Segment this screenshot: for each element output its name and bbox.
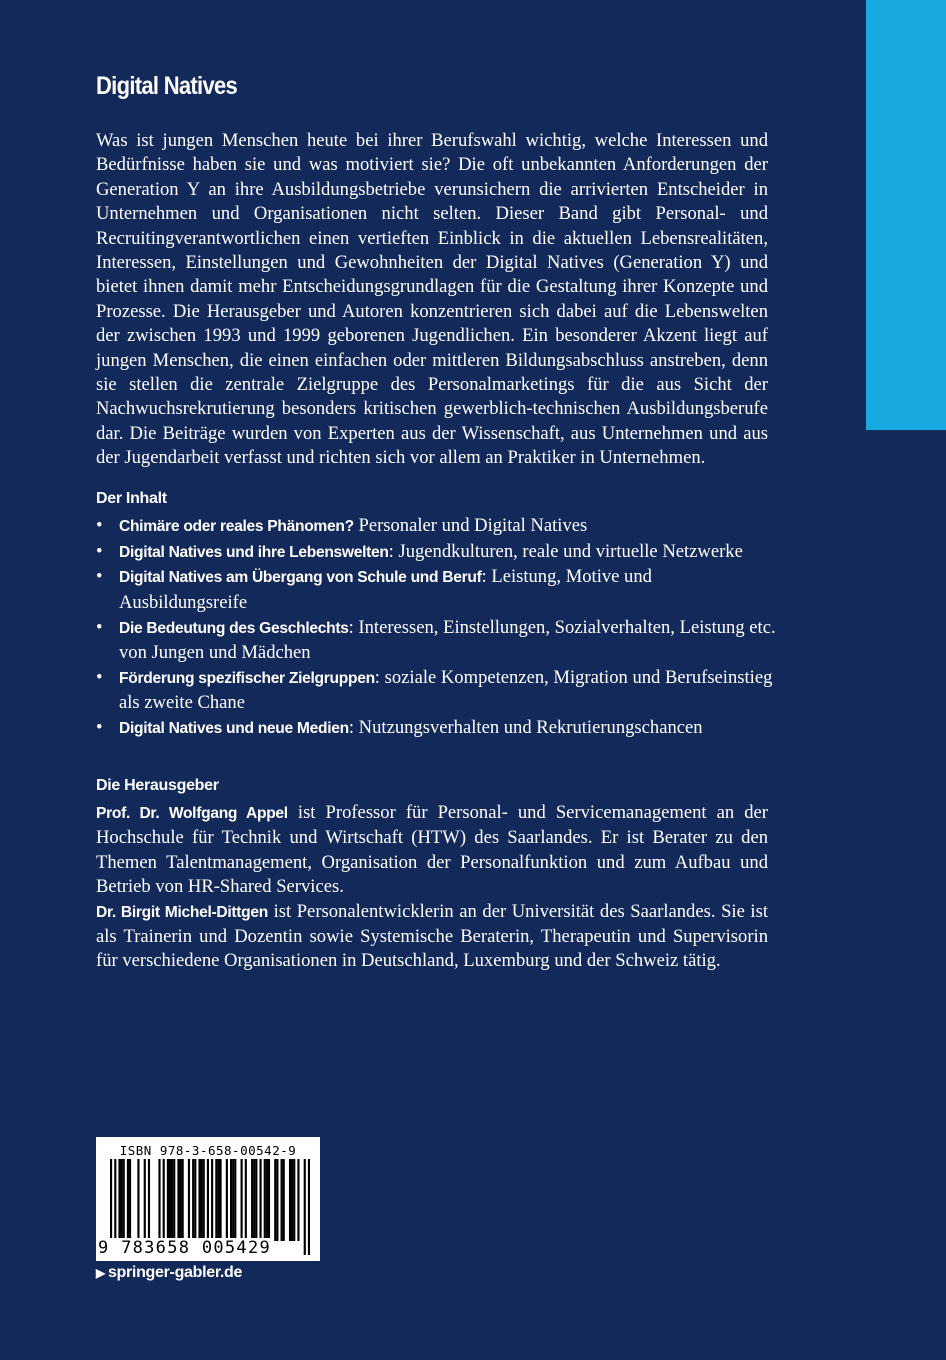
barcode-bar: [234, 1159, 236, 1241]
bullet-icon: •: [96, 515, 103, 536]
ean-digits: 9 783658 005429: [98, 1238, 272, 1258]
barcode-bar: [245, 1159, 247, 1241]
barcode-bar: [281, 1159, 283, 1241]
editor-name: Prof. Dr. Wolfgang Appel: [96, 805, 288, 822]
barcode-bar: [129, 1159, 131, 1241]
list-item-text: : Leistung, Motive und Ausbildungsreife: [119, 566, 652, 613]
barcode-bar: [203, 1159, 205, 1241]
barcode-bar: [291, 1159, 293, 1241]
book-description: Was ist jungen Menschen heute bei ihrer Berufswahl wichtig, welche Interessen und Bedürfnisse haben sie und was motiviert sie? Die oft unbekannten Anforderungen der Generation Y an ihre Ausbildungsbetriebe verunsichern die arrivierten Entscheider in Unternehmen und Organisationen nicht selten. Dieser Band gibt Personal- und Recruitingverantwortlichen einen vertieften Einblick in die aktuellen Lebensrealitäten, Interessen, Einstellungen und Gewohnheiten der Digital Natives (Generation Y) und bietet ihnen damit mehr Entscheidungsgrundlagen für die Gestaltung ihrer Konzepte und Prozesse. Die Herausgeber und Autoren konzentrieren sich dabei auf die Lebenswelten der zwischen 1993 und 1999 geborenen Jugendlichen. Ein besonderer Akzent liegt auf jungen Menschen, die einen einfachen oder mittleren Bildungsabschluss anstreben, denn sie stellen die zentrale Zielgruppe des Personalmarketings für die aus Sicht der Nachwuchsrekrutierung besonders kritischen gewerblich-technischen Ausbildungsberufe dar. Die Beiträge wurden von Experten aus der Wissenschaft, aus Unternehmen und aus der Jugendarbeit verfasst und richten sich vor allem an Praktiker in Unternehmen.: [96, 130, 768, 469]
list-item-text: Personaler und Digital Natives: [353, 515, 588, 536]
bullet-icon: •: [96, 616, 103, 638]
publisher-link[interactable]: [96, 1264, 242, 1282]
barcode-bar: [167, 1159, 169, 1241]
barcode-bar: [217, 1159, 219, 1241]
publisher-url: springer-gabler.de: [107, 1264, 243, 1281]
barcode-bar: [201, 1159, 203, 1241]
barcode-bar: [171, 1159, 173, 1241]
barcode-bar: [289, 1159, 291, 1241]
isbn-text: ISBN 978-3-658-00542-9: [119, 1143, 297, 1158]
list-item: [96, 565, 776, 615]
list-item-text: : Interessen, Einstellungen, Sozialverhalten, Leistung etc. von Jungen und Mädchen: [119, 616, 776, 663]
isbn-barcode: [96, 1137, 320, 1261]
editor-text: ist Professor für Personal- und Servicemanagement an der Hochschule für Technik und Wirtschaft (HTW) des Saarlandes. Er ist Berater zu den Themen Talentmanagement, Organisation der Personalfunktion und zum Aufbau und Betrieb von HR-Shared Services.: [96, 802, 768, 898]
barcode-bar: [274, 1159, 276, 1241]
barcode-bar: [158, 1159, 160, 1241]
list-item-topic: Die Bedeutung des Geschlechts: [119, 619, 349, 637]
barcode-bar: [144, 1159, 146, 1241]
barcode-bar: [163, 1159, 165, 1241]
barcode-bar: [297, 1159, 299, 1241]
editor-name: Dr. Birgit Michel-Dittgen: [96, 903, 268, 921]
barcode-bar: [173, 1159, 175, 1241]
list-item-topic: Digital Natives und neue Medien: [119, 719, 349, 737]
barcode-bar: [226, 1159, 228, 1241]
editor-text: ist Personalentwicklerin an der Universität des Saarlandes. Sie ist als Trainerin und Dozentin sowie Systemische Beraterin, Therapeutin und Supervisorin für verschiedene Organisationen in Deutschland, Luxemburg und der Schweiz tätig.: [96, 900, 768, 972]
barcode-bar: [192, 1159, 194, 1241]
barcode-bar: [255, 1159, 257, 1241]
editors-section: [96, 801, 768, 974]
barcode-bar: [293, 1159, 295, 1241]
accent-strip: [866, 0, 946, 430]
barcode-bar: [169, 1159, 171, 1241]
list-item-text: : Jugendkulturen, reale und virtuelle Netzwerke: [388, 540, 743, 562]
list-item-topic: Förderung spezifischer Zielgruppen: [119, 669, 375, 687]
barcode-bar: [177, 1159, 179, 1241]
bullet-icon: •: [96, 540, 103, 562]
list-item: [96, 666, 776, 716]
list-item-text: : Nutzungsverhalten und Rekrutierungschancen: [348, 716, 703, 738]
barcode-bar: [121, 1159, 123, 1241]
barcode-bar: [264, 1159, 266, 1241]
list-item-topic: Chimäre oder reales Phänomen?: [119, 518, 354, 535]
barcode-bar: [215, 1159, 217, 1241]
list-item-text: : soziale Kompetenzen, Migration und Berufseinstieg als zweite Chane: [119, 666, 773, 714]
list-item: [96, 616, 776, 666]
barcode-bar: [268, 1159, 270, 1241]
barcode-bar: [198, 1159, 200, 1241]
barcode-bar: [137, 1159, 139, 1241]
barcode-bar: [259, 1159, 261, 1241]
barcode-bar: [123, 1159, 125, 1241]
bullet-icon: •: [96, 566, 103, 588]
contents-heading: Der Inhalt: [96, 490, 167, 507]
list-item: [96, 716, 776, 741]
barcode-bar: [179, 1159, 181, 1241]
barcode-bar: [148, 1159, 150, 1241]
barcode-bar: [182, 1159, 184, 1241]
play-arrow-icon: ▶: [96, 1266, 105, 1280]
editors-heading: Die Herausgeber: [96, 777, 219, 794]
barcode-bar: [118, 1159, 120, 1241]
barcode-bar: [230, 1159, 232, 1241]
book-title: Digital Natives: [96, 72, 238, 100]
editor-bio: [96, 801, 768, 900]
barcode-bar: [276, 1159, 278, 1241]
barcode-bar: [194, 1159, 196, 1241]
barcode-bar: [127, 1159, 129, 1241]
barcode-bar: [219, 1159, 221, 1241]
editor-bio: [96, 900, 768, 974]
list-item-topic: Digital Natives und ihre Lebenswelten: [119, 543, 389, 561]
barcode-bar: [266, 1159, 268, 1241]
bullet-icon: •: [96, 666, 103, 688]
contents-list: [96, 514, 776, 741]
list-item: [96, 540, 776, 565]
barcode-bar: [241, 1159, 243, 1241]
list-item: [96, 514, 776, 539]
list-item-topic: Digital Natives am Übergang von Schule und Beruf: [119, 569, 482, 587]
barcode-bar: [251, 1159, 253, 1241]
barcode-bar: [283, 1159, 285, 1241]
barcode-bar: [253, 1159, 255, 1241]
bullet-icon: •: [96, 716, 103, 738]
barcode-bar: [188, 1159, 190, 1241]
barcode-bar: [232, 1159, 234, 1241]
